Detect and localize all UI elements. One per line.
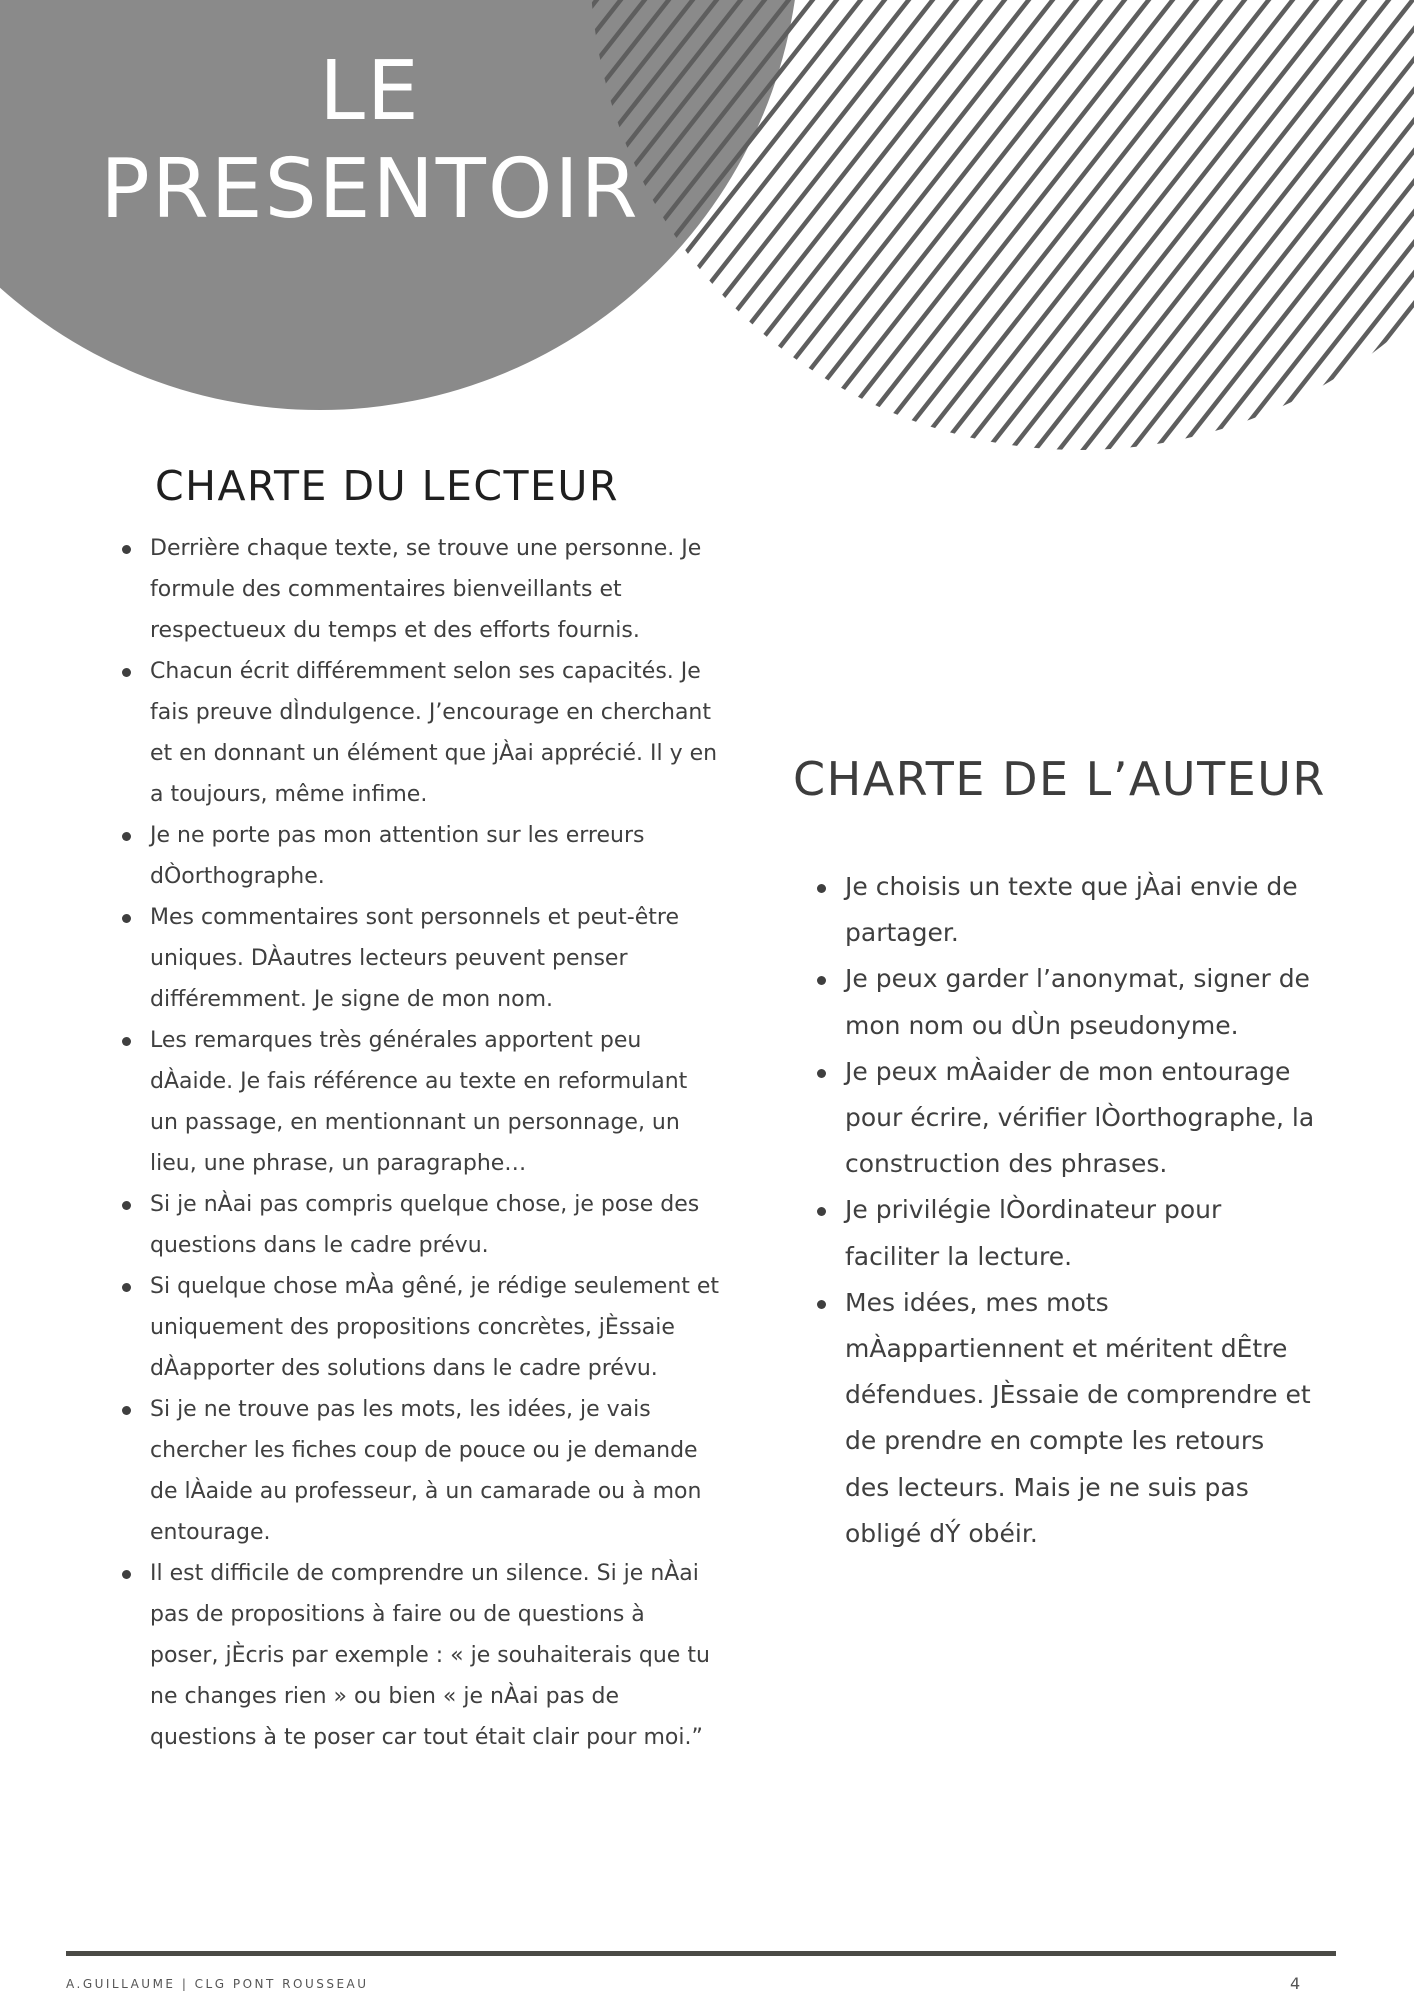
author-rule: Je peux mÀaider de mon entourage pour écrire, vérifier lÒorthographe, la construction des phrases. (815, 1049, 1315, 1188)
hatch-stripe (1004, 0, 1414, 470)
author-rule: Mes idées, mes mots mÀappartiennent et méritent dÊtre défendues. JÈssaie de comprendre et de prendre en compte les retours des lecteurs. Mais je ne suis pas obligé dÝ obéir. (815, 1280, 1315, 1557)
author-rule: Je privilégie lÒordinateur pour faciliter la lecture. (815, 1187, 1315, 1279)
title-line-1: LE (319, 44, 421, 139)
reader-charter-list (120, 528, 720, 1758)
title-line-2: PRESENTOIR (100, 142, 640, 237)
author-rule: Je choisis un texte que jÀai envie de partager. (815, 864, 1315, 956)
reader-rule: Il est difficile de comprendre un silence. Si je nÀai pas de propositions à faire ou de questions à poser, jÈcris par exemple : « je souhaiterais que tu ne changes rien » ou bien « je nÀai pas de questions à te poser car tout était clair pour moi.” (120, 1553, 720, 1758)
reader-rule: Chacun écrit différemment selon ses capacités. Je fais preuve dÌndulgence. J’encourage en cherchant et en donnant un élément que jÀai apprécié. Il y en a toujours, même infime. (120, 651, 720, 815)
author-charter-list (815, 864, 1315, 1557)
author-charter-heading: CHARTE DE L’AUTEUR (793, 752, 1326, 806)
reader-rule: Les remarques très générales apportent peu dÀaide. Je fais référence au texte en reformulant un passage, en mentionnant un personnage, un lieu, une phrase, un paragraphe… (120, 1020, 720, 1184)
page-number: 4 (1290, 1974, 1301, 1993)
reader-rule: Si quelque chose mÀa gêné, je rédige seulement et uniquement des propositions concrètes, jÈssaie dÀapporter des solutions dans le cadre prévu. (120, 1266, 720, 1389)
hatch-stripe (1388, 0, 1414, 470)
reader-rule: Si je ne trouve pas les mots, les idées, je vais chercher les fiches coup de pouce ou je demande de lÀaide au professeur, à un camarade ou à mon entourage. (120, 1389, 720, 1553)
reader-charter-heading: CHARTE DU LECTEUR (155, 462, 619, 510)
footer-divider (66, 1951, 1336, 1956)
reader-rule: Derrière chaque texte, se trouve une personne. Je formule des commentaires bienveillants et respectueux du temps et des efforts fournis. (120, 528, 720, 651)
footer-credit: A.GUILLAUME | CLG PONT ROUSSEAU (66, 1977, 369, 1991)
reader-rule: Mes commentaires sont personnels et peut-être uniques. DÀautres lecteurs peuvent penser différemment. Je signe de mon nom. (120, 897, 720, 1020)
author-rule: Je peux garder l’anonymat, signer de mon nom ou dÙn pseudonyme. (815, 956, 1315, 1048)
reader-rule: Si je nÀai pas compris quelque chose, je pose des questions dans le cadre prévu. (120, 1184, 720, 1266)
reader-rule: Je ne porte pas mon attention sur les erreurs dÒorthographe. (120, 815, 720, 897)
